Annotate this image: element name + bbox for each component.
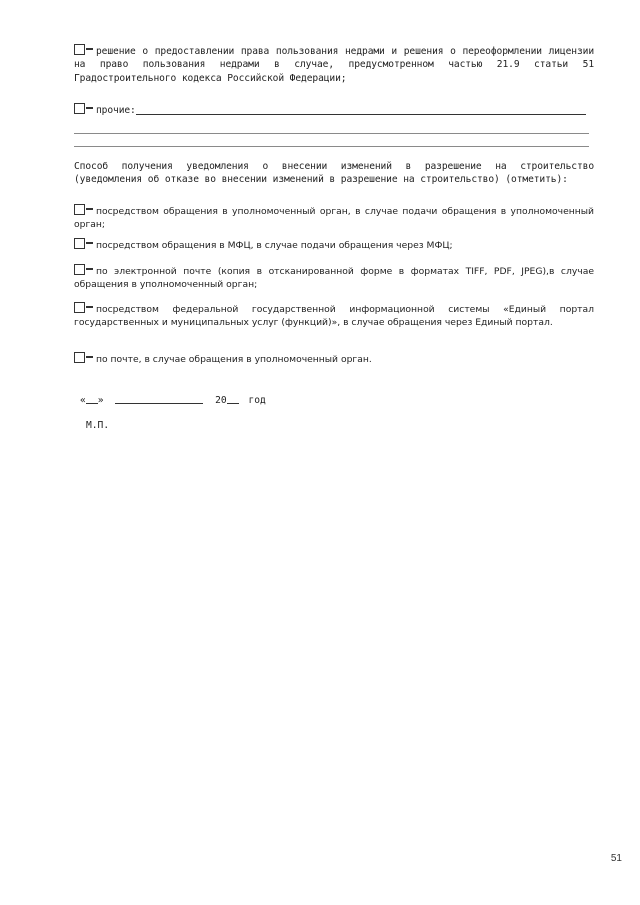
checkbox-email[interactable] [74,264,85,275]
year-suffix: год [248,395,266,406]
option-authority [74,204,594,232]
option-post-text: по почте, в случае обращения в уполномоченный орган. [96,354,372,365]
year-prefix: 20 [215,395,227,406]
item-other-label: прочие: [96,105,136,116]
checkbox-licence-decision[interactable] [74,44,85,55]
checkbox-post[interactable] [74,352,85,363]
option-email-text: по электронной почте (копия в отсканированной форме в форматах TIFF, PDF, JPEG),в случае обращения в уполномоченный орган; [74,266,594,291]
dash-mark [86,306,93,308]
dash-mark [86,356,93,358]
dash-mark [86,242,93,244]
option-mfc [74,238,594,252]
dash-mark [86,48,93,50]
quote-close: » [97,395,104,406]
other-underline[interactable] [136,105,586,115]
method-heading: Способ получения уведомления о внесении изменений в разрешение на строительство (уведомления об отказе во внесении изменений в разрешение на строительство) (отметить): [74,161,594,186]
checkbox-authority[interactable] [74,204,85,215]
option-mfc-text: посредством обращения в МФЦ, в случае подачи обращения через МФЦ; [96,240,453,251]
option-portal [74,302,594,330]
blank-line-2[interactable] [74,146,589,147]
item-licence-decision [74,44,594,85]
stamp-placeholder: М.П. [86,420,110,431]
year-field[interactable] [227,395,239,404]
checkbox-portal[interactable] [74,302,85,313]
option-authority-text: посредством обращения в уполномоченный орган, в случае подачи обращения в уполномоченный орган; [74,206,594,231]
checkbox-other[interactable] [74,103,85,114]
quote-open: « [80,395,86,406]
dash-mark [86,107,93,109]
day-field[interactable] [86,395,98,404]
option-post [74,352,594,366]
month-field[interactable] [115,395,203,404]
page-number: 51 [610,853,622,864]
dash-mark [86,208,93,210]
option-portal-text: посредством федеральной государственной информационной системы «Единый портал государственных и муниципальных услуг (функций)», в случае обращения через Единый портал. [74,304,594,329]
blank-line-1[interactable] [74,133,589,134]
checkbox-mfc[interactable] [74,238,85,249]
item-other [74,103,594,117]
item-licence-decision-text: решение о предоставлении права пользования недрами и решения о переоформлении лицензии на право пользования недрами в случае, предусмотренном частью 21.9 статьи 51 Градостроительного кодекса Российской Федерации; [74,46,594,84]
option-email [74,264,594,292]
dash-mark [86,268,93,270]
date-line [80,395,266,406]
